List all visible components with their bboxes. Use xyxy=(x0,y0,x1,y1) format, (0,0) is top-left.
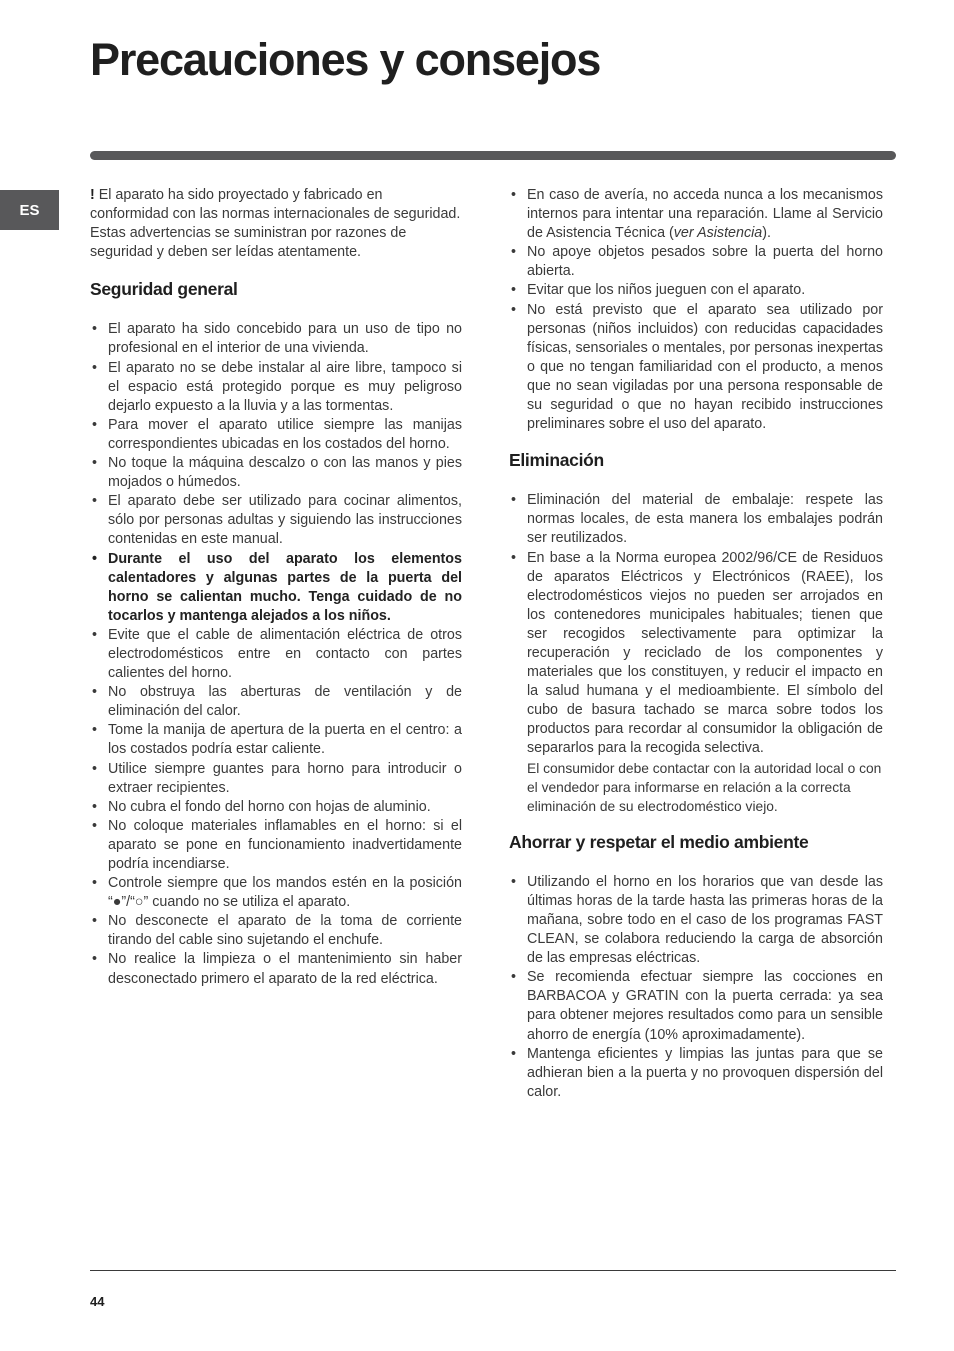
list-item: • Utilizando el horno en los horarios que van desde las últimas horas de la tarde hasta las primeras horas de la mañana, sobre todo en el caso de los programas FAST CLEAN, se colabora reduciendo la carga de absorción de las empresas eléctricas. xyxy=(509,873,883,968)
list-item: • El aparato debe ser utilizado para cocinar alimentos, sólo por personas adultas y siguiendo las instrucciones contenidas en este manual. xyxy=(90,492,462,549)
right-column xyxy=(509,186,883,1102)
list-item: • El aparato no se debe instalar al aire libre, tampoco si el espacio está protegido porque es muy peligroso dejarlo expuesto a la lluvia y a las tormentas. xyxy=(90,359,462,416)
item-text: En base a la Norma europea 2002/96/CE de Residuos de aparatos Eléctricos y Electrónicos (RAEE), los electrodomésticos viejos no pueden ser arrojados en los contenedores municipales habituales; tienen que ser recogidos selectivamente para optimizar la recuperación y reciclado de los componentes y materiales que los constituyen, y reducir el impacto en la salud humana y el medioambiente. El símbolo del cubo de basura tachado se marca sobre todos los productos para recordar al consumidor la obligación de separarlos para la recogida selectiva. xyxy=(527,549,883,757)
cross-reference: ver Asistencia xyxy=(673,225,763,242)
list-item: • Controle siempre que los mandos estén en la posición “●”/“○” cuando no se utiliza el aparato. xyxy=(90,874,462,912)
intro-paragraph xyxy=(90,186,462,262)
page-number: 44 xyxy=(90,1294,105,1309)
heading-eliminacion: Eliminación xyxy=(509,450,604,471)
heading-seguridad-general: Seguridad general xyxy=(90,279,238,300)
list-item xyxy=(509,549,883,816)
list-item: • El aparato ha sido concebido para un uso de tipo no profesional en el interior de una vivienda. xyxy=(90,320,462,358)
list-item: • No apoye objetos pesados sobre la puerta del horno abierta. xyxy=(509,243,883,281)
eliminacion-list xyxy=(509,491,883,816)
list-item: • Se recomienda efectuar siempre las cocciones en BARBACOA y GRATIN con la puerta cerrada: ya sea para obtener mejores resultados como para un sensible ahorro de energía (10% aproximadamente). xyxy=(509,968,883,1044)
list-item: • No cubra el fondo del horno con hojas de aluminio. xyxy=(90,798,462,817)
list-item: • Evitar que los niños jueguen con el aparato. xyxy=(509,281,883,300)
seguridad-list xyxy=(90,320,462,988)
list-item: • No desconecte el aparato de la toma de corriente tirando del cable sino sujetando el enchufe. xyxy=(90,912,462,950)
list-item: • Para mover el aparato utilice siempre las manijas correspondientes ubicadas en los costados del horno. xyxy=(90,416,462,454)
item-text: En caso de avería, no acceda nunca a los mecanismos internos para intentar una reparación. Llame al Servicio de Asistencia Técnica ( xyxy=(527,187,883,242)
page-title: Precauciones y consejos xyxy=(90,34,601,85)
list-item xyxy=(509,186,883,243)
language-tab: ES xyxy=(0,190,59,230)
list-item: • Utilice siempre guantes para horno para introducir o extraer recipientes. xyxy=(90,760,462,798)
footer-divider xyxy=(90,1270,896,1271)
heading-ahorrar: Ahorrar y respetar el medio ambiente xyxy=(509,831,809,852)
header-divider-bar xyxy=(90,151,896,160)
list-item: • No obstruya las aberturas de ventilación y de eliminación del calor. xyxy=(90,683,462,721)
intro-text: El aparato ha sido proyectado y fabricado en conformidad con las normas internacionales de seguridad. Estas advertencias se suministran por razones de seguridad y deben ser leídas atentamente. xyxy=(90,187,461,261)
list-item: • Mantenga eficientes y limpias las juntas para que se adhieran bien a la puerta y no provoquen dispersión del calor. xyxy=(509,1045,883,1102)
list-item: • No está previsto que el aparato sea utilizado por personas (niños incluidos) con reducidas capacidades físicas, sensoriales o mentales, por personas inexpertas o que no tengan familiaridad con el producto, a menos que no sean vigiladas por una persona responsable de su seguridad o que no hayan recibido instrucciones preliminares sobre el uso del aparato. xyxy=(509,301,883,435)
warning-mark: ! xyxy=(90,187,95,203)
list-item: • Evite que el cable de alimentación eléctrica de otros electrodomésticos entre en contacto con partes calientes del horno. xyxy=(90,626,462,683)
left-column xyxy=(90,186,462,989)
list-item: • No coloque materiales inflamables en el horno: si el aparato se pone en funcionamiento inadvertidamente podría incendiarse. xyxy=(90,817,462,874)
list-item: • No toque la máquina descalzo o con las manos y pies mojados o húmedos. xyxy=(90,454,462,492)
list-item-warning: • Durante el uso del aparato los elementos calentadores y algunas partes de la puerta del horno se calientan mucho. Tenga cuidado de no tocarlos y mantenga alejados a los niños. xyxy=(90,550,462,626)
list-item: • Tome la manija de apertura de la puerta en el centro: a los costados podría estar caliente. xyxy=(90,721,462,759)
ahorrar-list xyxy=(509,873,883,1102)
item-text: ). xyxy=(762,225,771,242)
disposal-note: El consumidor debe contactar con la autoridad local o con el vendedor para informarse en relación a la correcta eliminación de su electrodoméstico viejo. xyxy=(527,760,882,814)
list-item: • No realice la limpieza o el mantenimiento sin haber desconectado primero el aparato de la red eléctrica. xyxy=(90,950,462,988)
seguridad-continued-list xyxy=(509,186,883,434)
list-item: • Eliminación del material de embalaje: respete las normas locales, de esta manera los embalajes podrán ser reutilizados. xyxy=(509,491,883,548)
